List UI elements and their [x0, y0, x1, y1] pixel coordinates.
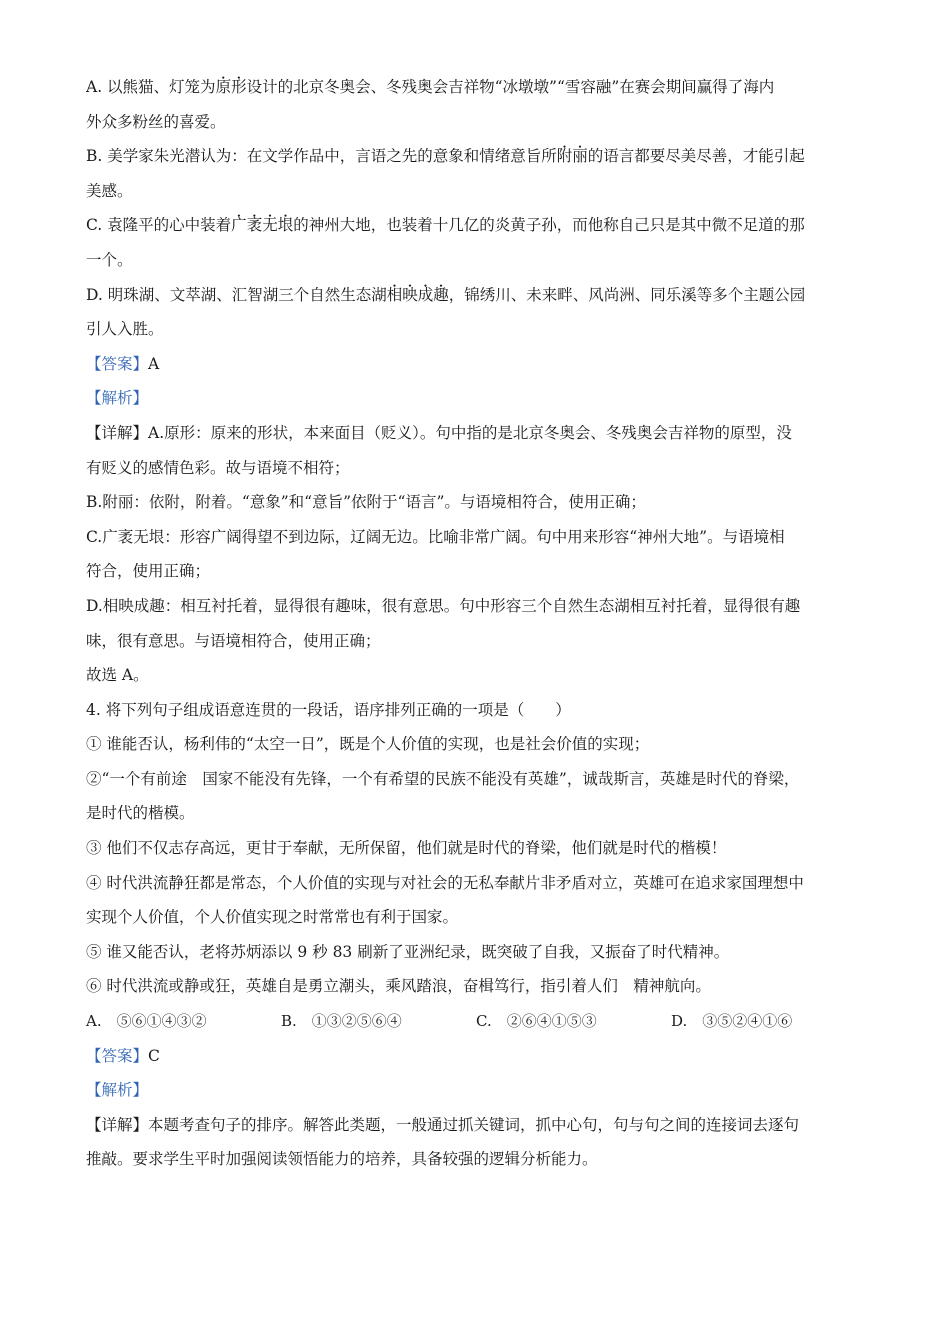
answer-tag: 【答案】	[86, 1046, 149, 1065]
emphasized-char: ・ 广	[231, 216, 247, 234]
text: B. 美学家朱光潜认为：在文学作品中，言语之先的意象和情绪意旨所	[86, 147, 557, 166]
emphasized-char: ・ 形	[231, 78, 247, 96]
answer-1	[86, 347, 866, 382]
emphasized-char: ・ 趣	[433, 286, 449, 304]
answer-value: A	[148, 354, 160, 373]
sentence-5: ⑤ 谁又能否认，老将苏炳添以 9 秒 83 刷新了亚洲纪录，既突破了自我，又振奋了时代精神。	[86, 942, 730, 961]
detail-2-line1	[86, 1108, 866, 1143]
emphasized-char: ・ 垠	[278, 216, 294, 234]
text: 设计的北京冬奥会、冬残奥会吉祥物“冰墩墩”“雪容融”在赛会期间赢得了海内	[246, 78, 775, 96]
document-page	[86, 70, 866, 1177]
text: ，锦绣川、未来畔、风尚洲、同乐溪等多个主题公园	[448, 285, 806, 304]
option-d-line2: 引人入胜。	[86, 320, 164, 339]
analysis-tag-1: 【解析】	[86, 389, 149, 408]
emphasized-char: ・ 成	[418, 286, 434, 304]
emphasized-word	[557, 147, 588, 165]
emphasized-char: ・ 映	[402, 286, 418, 304]
detail-1-line2: 有贬义的感情色彩。故与语境不相符；	[86, 458, 350, 477]
option-a-line1	[86, 70, 866, 105]
emphasized-char: ・ 丽	[572, 147, 588, 165]
emphasized-char: ・ 袤	[247, 216, 263, 234]
text: C. 袁隆平的心中装着	[86, 216, 232, 235]
answer-2	[86, 1039, 866, 1074]
answer-options	[86, 1004, 866, 1039]
text: 的语言都要尽美尽善，才能引起	[587, 147, 805, 166]
option-a: A. ⑤⑥①④③②	[86, 1012, 207, 1031]
detail-2-line2: 推敲。要求学生平时加强阅读领悟能力的培养，具备较强的逻辑分析能力。	[86, 1150, 598, 1169]
emphasized-word	[387, 286, 449, 304]
emphasized-char: ・ 附	[557, 147, 573, 165]
answer-tag: 【答案】	[86, 354, 149, 373]
text: A. 以熊猫、灯笼为	[86, 78, 216, 96]
detail-1-line7: 味，很有意思。与语境相符合，使用正确；	[86, 631, 381, 650]
option-c-line2: 一个。	[86, 250, 133, 269]
sentence-6: ⑥ 时代洪流或静或狂，英雄自是勇立潮头，乘风踏浪，奋楫笃行，指引着人们 精神航向。	[86, 977, 711, 996]
sentence-4-line2: 实现个人价值，个人价值实现之时常常也有利于国家。	[86, 908, 459, 927]
sentence-3: ③ 他们不仅志存高远，更甘于奉献，无所保留，他们就是时代的脊梁，他们就是时代的楷模！	[86, 839, 727, 858]
option-b-line1	[86, 139, 866, 174]
text: 本题考查句子的排序。解答此类题，一般通过抓关键词，抓中心句，句与句之间的连接词去逐句	[148, 1115, 800, 1134]
detail-tag: 【详解】	[86, 1115, 149, 1134]
detail-1-line3: B.附丽：依附，附着。“意象”和“意旨”依附于“语言”。与语境相符合，使用正确；	[86, 493, 646, 512]
detail-1-line5: 符合，使用正确；	[86, 562, 211, 581]
question-4-stem: 4. 将下列句子组成语意连贯的一段话，语序排列正确的一项是（ ）	[86, 700, 571, 719]
sentence-2-line1: ②“一个有前途 国家不能没有先锋，一个有希望的民族不能没有英雄”，诚哉斯言，英雄是时代的脊梁，	[86, 769, 800, 788]
analysis-tag-2: 【解析】	[86, 1081, 149, 1100]
option-d-line1	[86, 278, 866, 313]
detail-tag: 【详解】	[86, 423, 149, 442]
option-d: D. ③⑤②④①⑥	[671, 1012, 793, 1031]
sentence-1: ① 谁能否认，杨利伟的“太空一日”，既是个人价值的实现，也是社会价值的实现；	[86, 735, 650, 754]
detail-1-line6: D.相映成趣：相互衬托着，显得很有趣味，很有意思。句中形容三个自然生态湖相互衬托着，显得很有趣	[86, 596, 801, 615]
emphasized-char: ・ 无	[262, 216, 278, 234]
detail-1-line4: C.广袤无垠：形容广阔得望不到边际，辽阔无边。比喻非常广阔。句中用来形容“神州大地”。与语境相	[86, 527, 785, 546]
sentence-4-line1: ④ 时代洪流静狂都是常态，个人价值的实现与对社会的无私奉献片非矛盾对立，英雄可在追求家国理想中	[86, 873, 804, 892]
option-b: B. ①③②⑤⑥④	[281, 1012, 402, 1031]
text: A.原形：原来的形状，本来面目（贬义）。句中指的是北京冬奥会、冬残奥会吉祥物的原型，没	[148, 423, 792, 442]
option-b-line2: 美感。	[86, 181, 133, 200]
text: 的神州大地，也装着十几亿的炎黄子孙，而他称自己只是其中微不足道的那	[293, 216, 805, 235]
emphasized-word	[231, 216, 293, 234]
emphasized-char: ・ 相	[387, 286, 403, 304]
option-c-line1	[86, 208, 866, 243]
emphasized-word	[216, 78, 247, 96]
option-a-line2: 外众多粉丝的喜爱。	[86, 112, 226, 131]
text: D. 明珠湖、文萃湖、汇智湖三个自然生态湖	[86, 285, 387, 304]
option-c: C. ②⑥④①⑤③	[476, 1012, 597, 1031]
emphasized-char: ・ 原	[216, 78, 232, 96]
answer-value: C	[148, 1046, 160, 1065]
sentence-2-line2: 是时代的楷模。	[86, 804, 195, 823]
detail-1-line1	[86, 416, 866, 451]
detail-1-line8: 故选 A。	[86, 666, 149, 685]
